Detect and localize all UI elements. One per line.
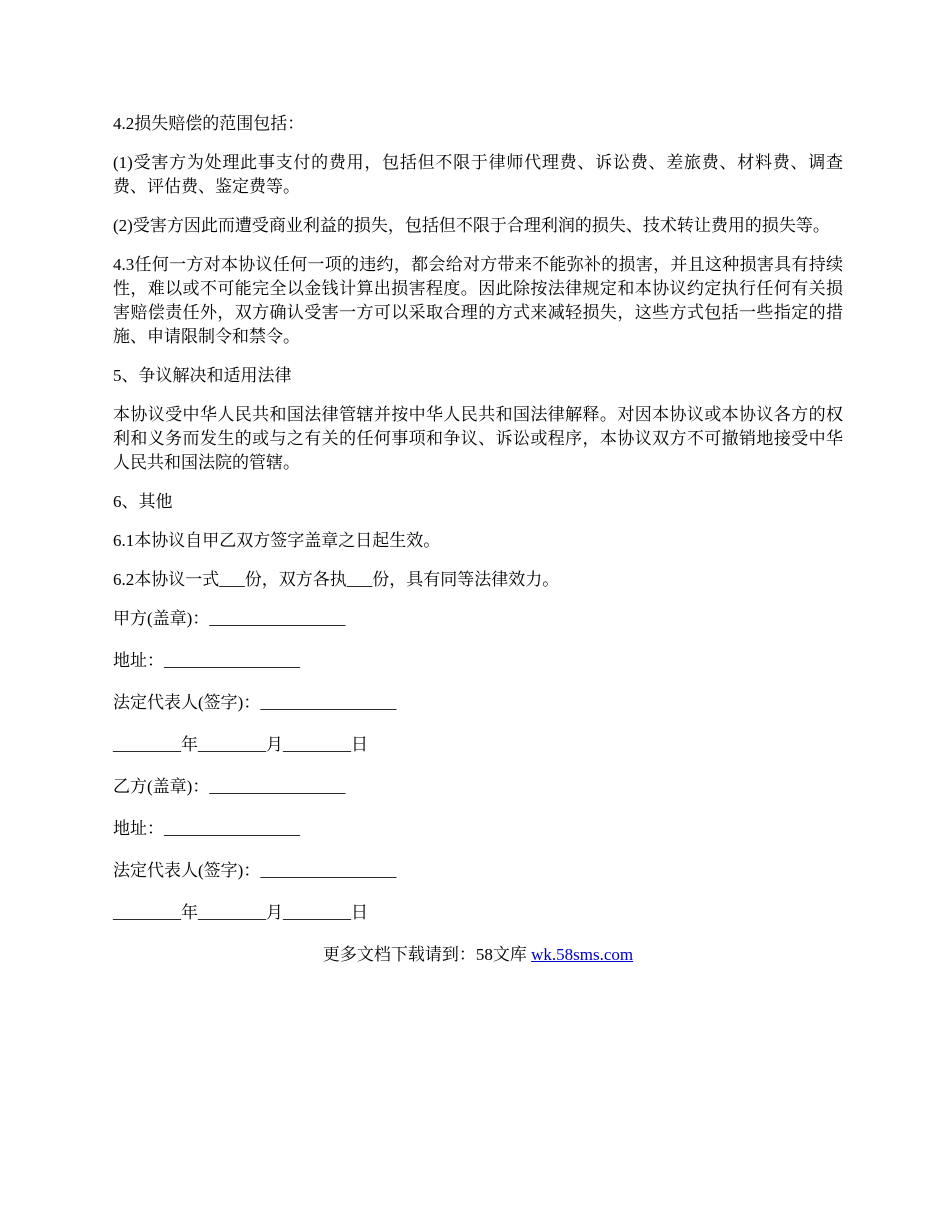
- party-b-representative-line: 法定代表人(签字)：________________: [113, 861, 397, 880]
- section-6-heading: 6、其他: [113, 492, 173, 511]
- footer-link[interactable]: wk.58sms.com: [531, 945, 634, 964]
- party-a-address-line: 地址：________________: [113, 651, 300, 670]
- clause-6-2: 6.2本协议一式___份，双方各执___份，具有同等法律效力。: [113, 570, 560, 589]
- document-page: [113, 112, 843, 967]
- footer: [113, 943, 843, 967]
- section-5-body: 本协议受中华人民共和国法律管辖并按中华人民共和国法律解释。对因本协议或本协议各方的权利和义务而发生的或与之有关的任何事项和争议、诉讼或程序，本协议双方不可撤销地接受中华人民共和国法院的管辖。: [113, 405, 843, 472]
- party-a-seal-line: 甲方(盖章)：________________: [113, 609, 346, 628]
- clause-4-2-item-2: (2)受害方因此而遭受商业利益的损失，包括但不限于合理利润的损失、技术转让费用的损失等。: [113, 216, 830, 235]
- clause-4-3: 4.3任何一方对本协议任何一项的违约，都会给对方带来不能弥补的损害，并且这种损害具有持续性，难以或不可能完全以金钱计算出损害程度。因此除按法律规定和本协议约定执行任何有关损害赔偿责任外，双方确认受害一方可以采取合理的方式来减轻损失，这些方式包括一些指定的措施、申请限制令和禁令。: [113, 255, 843, 346]
- party-b-address-line: 地址：________________: [113, 819, 300, 838]
- party-a-date-line: ________年________月________日: [113, 735, 368, 754]
- party-a-representative-line: 法定代表人(签字)：________________: [113, 693, 397, 712]
- footer-text: 更多文档下载请到：58文库: [322, 945, 532, 964]
- clause-6-1: 6.1本协议自甲乙双方签字盖章之日起生效。: [113, 531, 441, 550]
- party-b-date-line: ________年________月________日: [113, 903, 368, 922]
- party-b-seal-line: 乙方(盖章)：________________: [113, 777, 346, 796]
- clause-4-2-heading: 4.2损失赔偿的范围包括：: [113, 114, 305, 133]
- section-5-heading: 5、争议解决和适用法律: [113, 366, 292, 385]
- clause-4-2-item-1: (1)受害方为处理此事支付的费用，包括但不限于律师代理费、诉讼费、差旅费、材料费、调查费、评估费、鉴定费等。: [113, 153, 843, 196]
